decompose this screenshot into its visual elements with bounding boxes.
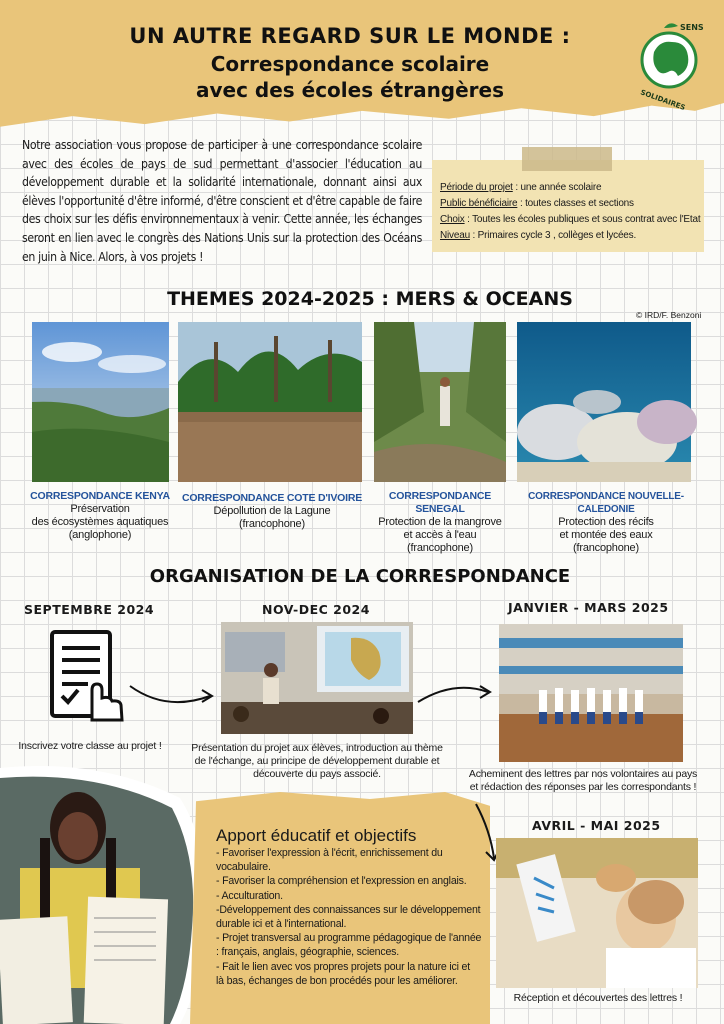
sens-solidaires-logo: [634, 18, 704, 112]
objective-line: - Acculturation.: [216, 889, 283, 902]
children-reading-photo: [496, 838, 698, 988]
step-avril-mai-caption: Réception et découvertes des lettres !: [513, 992, 683, 1004]
theme-cote-divoire: CORRESPONDANCE COTE D'IVOIRE Dépollution de la Lagune (francophone): [181, 492, 363, 530]
objective-line: là bas, échanges de bon procédés pour les améliorer.: [216, 974, 458, 987]
step-janvier-mars-caption: Acheminent des lettres par nos volontaires au pays et rédaction des réponses par les correspondants !: [468, 768, 698, 793]
theme-nouvelle-caledonie: CORRESPONDANCE NOUVELLE-CALEDONIE Protection des récifs et montée des eaux (francophone): [528, 491, 684, 554]
info-choice: Choix : Toutes les écoles publiques et sous contrat avec l'Etat: [440, 214, 701, 225]
step-nov-dec: NOV-DEC 2024: [262, 602, 370, 617]
page-subtitle-line1: Correspondance scolaire: [210, 52, 490, 76]
step-nov-dec-caption: Présentation du projet aux élèves, introduction au thème de l'échange, au principe de développement durable et découverte du pays associé.: [191, 742, 443, 780]
objective-line: - Fait le lien avec vos propres projets pour la nature ici et: [216, 960, 470, 973]
nouvelle-caledonie-photo: [517, 322, 691, 482]
theme-kenya: CORRESPONDANCE KENYA Préservation des écosystèmes aquatiques (anglophone): [30, 490, 170, 541]
objective-line: - Favoriser l'expression à l'écrit, enrichissement du: [216, 847, 443, 859]
objectives-section: [216, 826, 486, 988]
school-students-photo: [499, 624, 683, 762]
document-click-icon: [48, 628, 128, 724]
objectives-title: Apport éducatif et objectifs: [216, 826, 417, 845]
project-info-box: [432, 160, 704, 252]
tape-decoration: [522, 147, 612, 171]
student-letters-photo: [0, 768, 208, 1024]
step-janvier-mars: JANVIER - MARS 2025: [508, 600, 669, 615]
theme-senegal: CORRESPONDANCE SENEGAL Protection de la mangrove et accès à l'eau (francophone): [378, 490, 502, 554]
organisation-heading: ORGANISATION DE LA CORRESPONDANCE: [149, 566, 571, 587]
info-level: Niveau : Primaires cycle 3 , collèges et lycées.: [440, 230, 637, 241]
page-subtitle-line2: avec des écoles étrangères: [195, 78, 505, 102]
photo-credit: © IRD/F. Benzoni: [636, 310, 702, 320]
logo-text-bottom: SOLIDAIRES: [639, 88, 687, 112]
page-title: UN AUTRE REGARD SUR LE MONDE :: [129, 24, 571, 48]
arrow-icon: [126, 676, 218, 712]
objective-line: vocabulaire.: [216, 861, 271, 874]
arrow-icon: [414, 680, 494, 710]
intro-paragraph: Notre association vous propose de participer à une correspondance scolaire avec des écoles de pays de sud permettant d'associer l'éducation au développement durable et la solidarité internationale, donnant ainsi aux élèves l'opportunité d'être informé, d'être conscient et d'être capable de faire des choix sur les défis environnementaux à venir. Cette année, les échanges seront en lien avec le congrès des Nations Unis sur la protection des Océans en juin à Nice. Alors, à vos projets !: [22, 138, 422, 264]
kenya-photo: [32, 322, 169, 482]
objective-line: - Projet transversal au programme pédagogique de l'année: [216, 932, 482, 945]
step-avril-mai: AVRIL - MAI 2025: [532, 818, 661, 833]
objective-line: durable ici et à l'international.: [216, 918, 347, 931]
objective-line: : français, anglais, géographie, sciences.: [216, 946, 399, 959]
info-period: Période du projet : une année scolaire: [440, 182, 602, 193]
objective-line: - Favoriser la compréhension et l'expression en anglais.: [216, 875, 467, 888]
classroom-photo: [221, 622, 413, 734]
step-september: SEPTEMBRE 2024: [24, 602, 155, 617]
cote-divoire-photo: [178, 322, 362, 482]
senegal-photo: [374, 322, 506, 482]
logo-text-top: SENS: [680, 23, 704, 32]
themes-heading: THEMES 2024-2025 : MERS & OCEANS: [167, 288, 573, 310]
objective-line: -Développement des connaissances sur le développement: [216, 903, 481, 916]
info-public: Public bénéficiaire : toutes classes et sections: [440, 198, 634, 209]
step-september-caption: Inscrivez votre classe au projet !: [18, 740, 162, 752]
